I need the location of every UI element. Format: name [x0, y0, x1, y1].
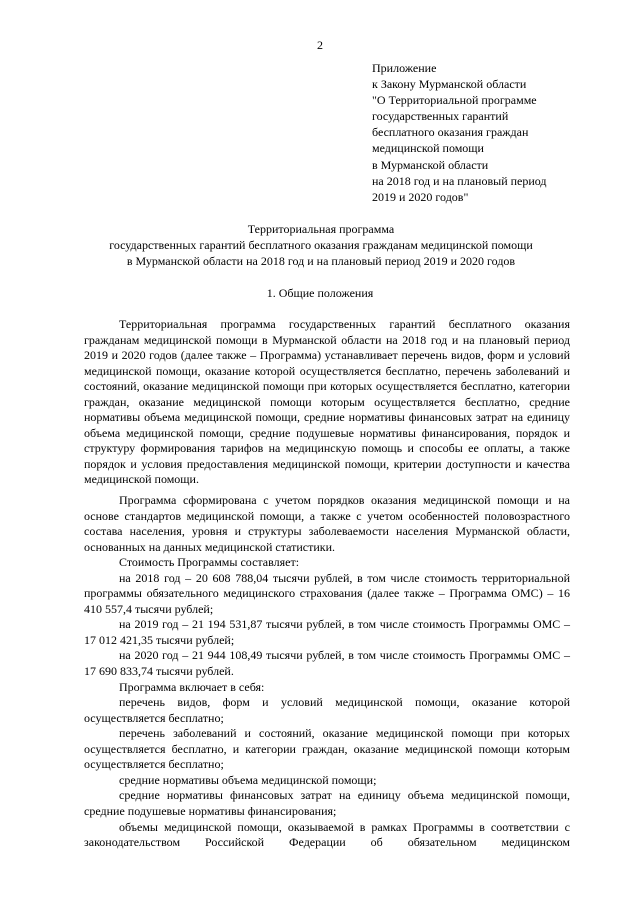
page-number: 2: [317, 38, 323, 52]
paragraph: Программа включает в себя:: [119, 679, 265, 694]
title-line: в Мурманской области на 2018 год и на плановый период 2019 и 2020 годов: [126, 253, 516, 268]
paragraph: средние нормативы объема медицинской помощи;: [119, 772, 377, 787]
body-text: [84, 317, 570, 851]
paragraph: средние нормативы финансовых затрат на единицу объема медицинской помощи, средние подушевые нормативы финансирования;: [84, 788, 570, 818]
paragraph: на 2018 год – 20 608 788,04 тысячи рублей, в том числе стоимость территориальной программы обязательного медицинского страхования (далее также – Программа ОМС) – 16 410 557,4 тысячи рублей;: [84, 570, 570, 616]
appendix-line: в Мурманской области: [372, 157, 489, 172]
paragraph: Стоимость Программы составляет:: [119, 555, 300, 570]
paragraph: перечень заболеваний и состояний, оказание медицинской помощи при которых осуществляется бесплатно, и категории граждан, оказание медицинской помощи которым осуществляется бесплатно;: [84, 726, 570, 772]
paragraph: Территориальная программа государственных гарантий бесплатного оказания гражданам медицинской помощи в Мурманской области на 2018 год и на плановый период 2019 и 2020 годов (далее также – Программа) устанавливает перечень видов, форм и условий медицинской помощи, оказание которой осуществляется бесплатно, перечень заболеваний и состояний, оказание медицинской помощи при которых осуществляется бесплатно, категории граждан, оказание медицинской помощи которым осуществляется бесплатно, средние нормативы объема медицинской помощи, средние нормативы финансовых затрат на единицу объема медицинской помощи, средние подушевые нормативы финансирования, порядок и структуру формирования тарифов на медицинскую помощь и способы ее оплаты, а также порядок и условия предоставления медицинской помощи, критерии доступности и качества медицинской помощи.: [84, 317, 570, 487]
title-line: государственных гарантий бесплатного оказания гражданам медицинской помощи: [109, 237, 533, 252]
paragraph: на 2019 год – 21 194 531,87 тысячи рублей, в том числе стоимость Программы ОМС – 17 012 421,35 тысячи рублей;: [84, 617, 570, 647]
appendix-line: "О Территориальной программе: [372, 93, 537, 108]
paragraph: перечень видов, форм и условий медицинской помощи, оказание которой осуществляется бесплатно;: [84, 695, 570, 725]
document-title: [60, 222, 582, 269]
appendix-line: к Закону Мурманской области: [372, 77, 527, 92]
title-line: Территориальная программа: [247, 222, 395, 236]
appendix-block: [372, 60, 602, 205]
appendix-line: бесплатного оказания граждан: [372, 125, 529, 140]
paragraph: Программа сформирована с учетом порядков оказания медицинской помощи и на основе стандартов медицинской помощи, а также с учетом особенностей половозрастного состава населения, уровня и структуры заболеваемости населения Мурманской области, основанных на данных медицинской статистики.: [84, 493, 570, 554]
appendix-line: государственных гарантий: [372, 109, 509, 124]
paragraph: объемы медицинской помощи, оказываемой в рамках Программы в соответствии с законодательством Российской Федерации об обязательном медицинском: [84, 819, 570, 850]
appendix-line: Приложение: [372, 61, 437, 75]
appendix-line: 2019 и 2020 годов": [372, 189, 469, 204]
appendix-line: медицинской помощи: [372, 141, 484, 156]
section-heading: 1. Общие положения: [266, 286, 374, 300]
paragraph: на 2020 год – 21 944 108,49 тысячи рублей, в том числе стоимость Программы ОМС – 17 690 833,74 тысячи рублей.: [84, 648, 570, 679]
appendix-line: на 2018 год и на плановый период: [372, 173, 547, 188]
